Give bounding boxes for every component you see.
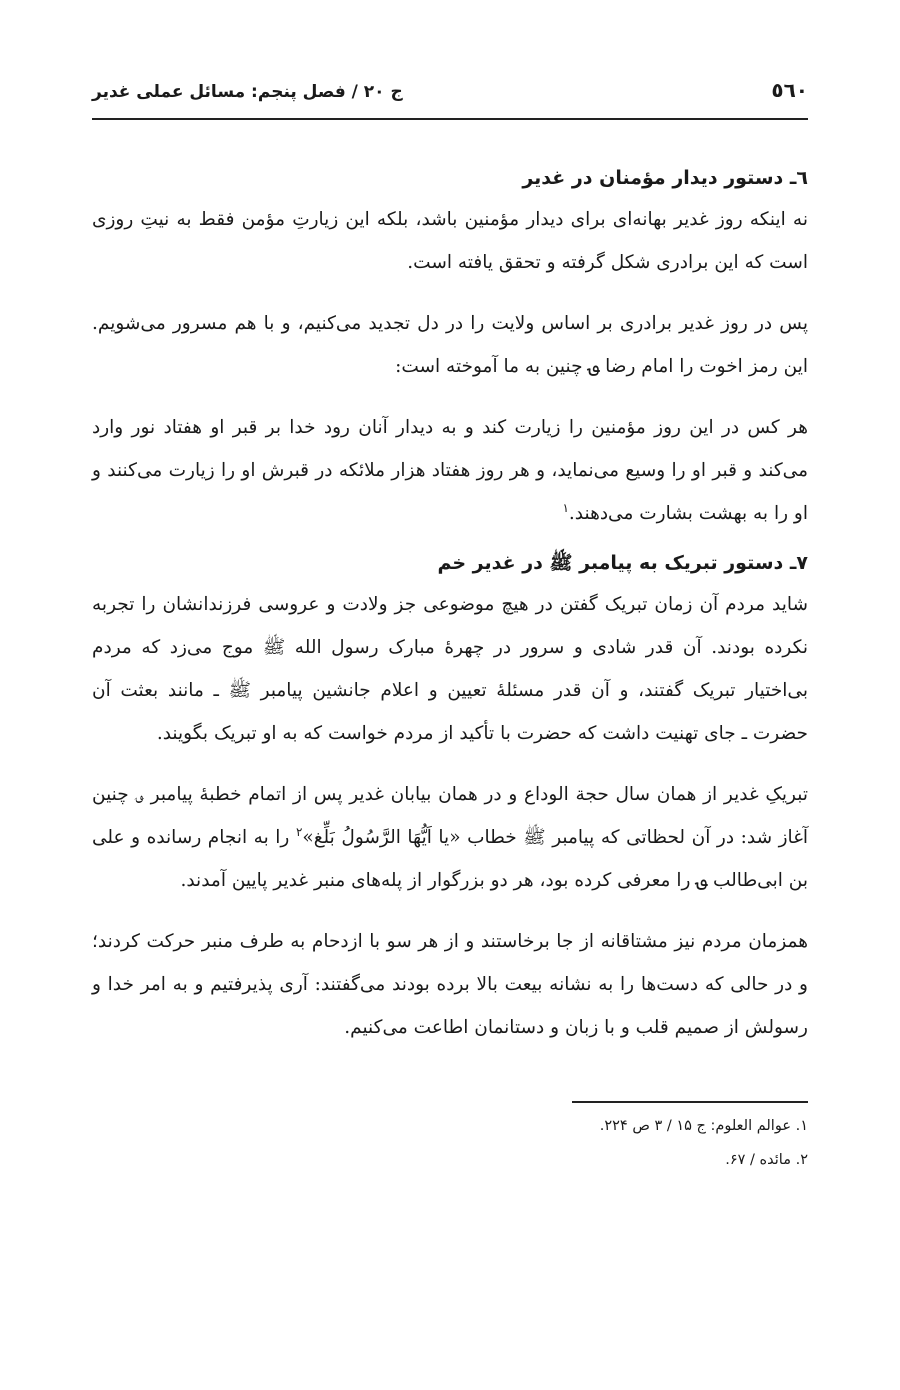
paragraph: شاید مردم آن زمان تبریک گفتن در هیچ موضوعی جز ولادت و عروسی فرزندانشان را تجربه نکرده بودند. آن قدر شادی و سرور در چهرهٔ مبارک رسول الله ﷺ موج می‌زد که مردم بی‌اختیار تبریک گفتند، و آن قدر مسئلهٔ تعیین و اعلام جانشین پیامبر ﷺ ـ مانند بعثت آن حضرت ـ جای تهنیت داشت که حضرت با تأکید از مردم خواست که به او تبریک بگویند.	[92, 594, 808, 744]
section-heading-6: ٦ـ دستور دیدار مؤمنان در غدیر	[522, 167, 808, 189]
paragraph: همزمان مردم نیز مشتاقانه از جا برخاستند و از هر سو با ازدحام به طرف منبر حرکت کردند؛ و در حالی که دست‌ها را به نشانه بیعت بالا برده بودند می‌گفتند: آری پذیرفتیم و به امر خدا و رسولش از صمیم قلب و با زبان و دستانمان اطاعت می‌کنیم.	[92, 931, 808, 1038]
footnote-ref[interactable]: ۱	[562, 500, 569, 515]
paragraph: نه اینکه روز غدیر بهانه‌ای برای دیدار مؤمنین باشد، بلکه این زیارتِ مؤمن فقط به نیتِ روزی است که این برادری شکل گرفته و تحقق یافته است.	[92, 209, 808, 273]
paragraph	[92, 406, 808, 535]
page-header	[92, 60, 808, 120]
paragraph	[92, 773, 808, 902]
page-body	[92, 158, 808, 1049]
section-heading-7: ۷ـ دستور تبریک به پیامبر ﷺ در غدیر خم	[437, 552, 808, 574]
footnote-item: ۲. مائده / ۶۷.	[725, 1152, 808, 1168]
footnote-ref[interactable]: ۲	[295, 824, 303, 839]
page-number: ٥٦٠	[771, 78, 808, 102]
book-page	[92, 60, 808, 1177]
quote-text: هر کس در این روز مؤمنین را زیارت کند و به دیدار آنان رود خدا بر قبر او هفتاد نور وارد می‌کند و قبر او را وسیع می‌نماید، و هر روز هفتاد هزار ملائکه در قبرش او را زیارت می‌کنند و او را به بهشت بشارت می‌دهند.	[92, 417, 808, 524]
running-title: ج ۲۰ / فصل پنجم: مسائل عملی غدیر	[92, 82, 403, 102]
paragraph-text: تبریکِ غدیر از همان سال حجة الوداع و در همان بیابان غدیر پس از اتمام خطبهٔ پیامبر ؈ چنین آغاز شد: در آن لحظاتی که پیامبر ﷺ خطاب «یا اَیُّهَا الرَّسُولُ بَلِّغ»	[92, 784, 809, 848]
paragraph-text: را به انجام رسانده و علی بن ابی‌طالب ؈ را معرفی کرده بود، هر دو بزرگوار از پله‌های منبر غدیر پایین آمدند.	[92, 827, 808, 891]
footnote-divider	[572, 1101, 808, 1103]
footnote-item: ۱. عوالم العلوم: ج ۱۵ / ۳ ص ۲۲۴.	[599, 1118, 808, 1134]
footnotes	[92, 1109, 808, 1177]
paragraph: پس در روز غدیر برادری بر اساس ولایت را در دل تجدید می‌کنیم، و با هم مسرور می‌شویم. این رمز اخوت را امام رضا ؈ چنین به ما آموخته است:	[92, 313, 808, 377]
